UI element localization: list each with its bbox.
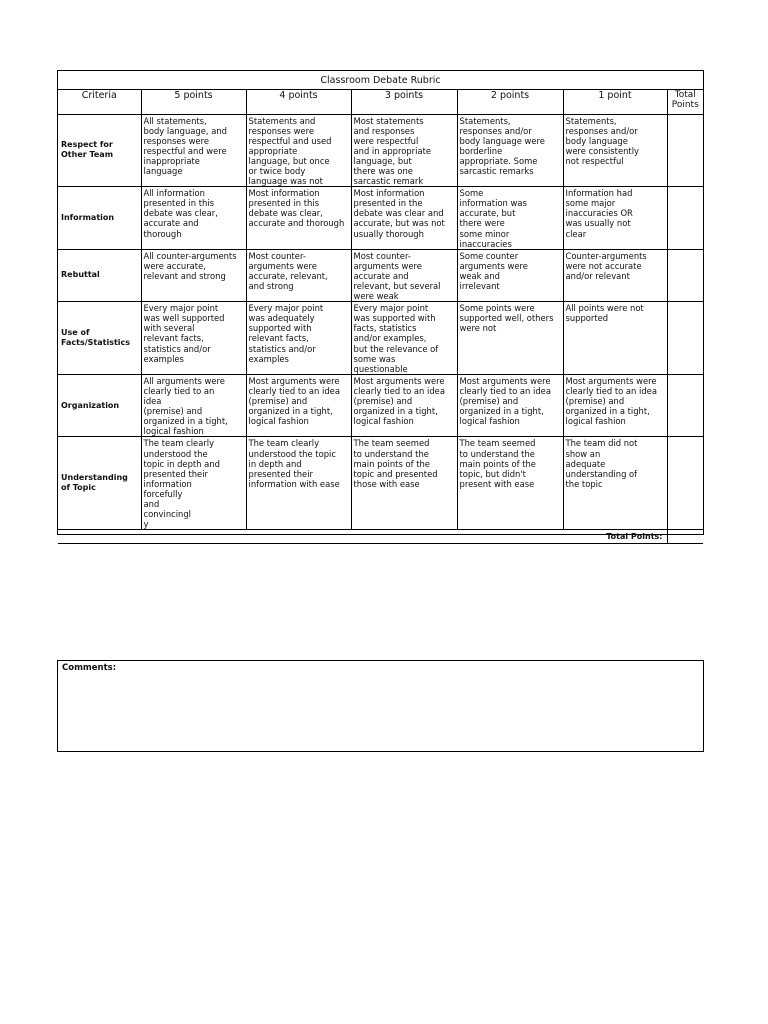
header-1-point: 1 point [563,90,667,114]
total-points-label: Total Points: [58,530,667,544]
score-4-cell: Most information presented in this debate was clear, accurate and thorough [246,187,351,250]
score-4-cell: Every major point was adequately supported with relevant facts, statistics and/or examples [246,302,351,375]
score-3-cell: Every major point was supported with facts, statistics and/or examples, but the relevance of some was questionable [351,302,457,375]
header-4-points: 4 points [246,90,351,114]
score-4-cell: Statements and responses were respectful and used appropriate language, but once or twice body language was not [246,114,351,187]
score-3-cell: Most information presented in the debate was clear and accurate, but was not usually thorough [351,187,457,250]
score-2-cell: Some points were supported well, others were not [457,302,563,375]
header-criteria: Criteria [58,90,141,114]
criteria-label: Respect for Other Team [58,114,141,187]
rubric-row-understanding [58,437,703,530]
score-1-cell: The team did not show an adequate understanding of the topic [563,437,667,530]
row-total-cell[interactable] [667,187,703,250]
score-2-cell: The team seemed to understand the main points of the topic, but didn't present with ease [457,437,563,530]
header-5-points: 5 points [141,90,246,114]
score-3-cell: The team seemed to understand the main points of the topic and presented those with ease [351,437,457,530]
score-4-cell: Most arguments were clearly tied to an idea (premise) and organized in a tight, logical fashion [246,374,351,437]
score-2-cell: Most arguments were clearly tied to an idea (premise) and organized in a tight, logical fashion [457,374,563,437]
score-3-cell: Most arguments were clearly tied to an idea (premise) and organized in a tight, logical fashion [351,374,457,437]
comments-label: Comments: [62,663,117,673]
total-points-row [58,530,703,544]
criteria-label: Understanding of Topic [58,437,141,530]
criteria-label: Rebuttal [58,249,141,301]
rubric-row-organization [58,374,703,437]
debate-rubric-table [57,70,704,542]
score-5-cell: All information presented in this debate was clear, accurate and thorough [141,187,246,250]
score-1-cell: All points were not supported [563,302,667,375]
score-3-cell: Most counter- arguments were accurate and relevant, but several were weak [351,249,457,301]
comments-box[interactable] [57,660,704,752]
score-1-cell: Statements, responses and/or body language were consistently not respectful [563,114,667,187]
score-4-cell: The team clearly understood the topic in depth and presented their information with ease [246,437,351,530]
row-total-cell[interactable] [667,114,703,187]
score-2-cell: Some information was accurate, but there were some minor inaccuracies [457,187,563,250]
criteria-label: Information [58,187,141,250]
rubric-grid [58,90,703,544]
score-3-cell: Most statements and responses were respectful and in appropriate language, but there was one sarcastic remark [351,114,457,187]
score-5-cell: All arguments were clearly tied to an idea (premise) and organized in a tight, logical fashion [141,374,246,437]
header-row [58,90,703,114]
rubric-row-facts-statistics [58,302,703,375]
score-4-cell: Most counter- arguments were accurate, relevant, and strong [246,249,351,301]
score-2-cell: Statements, responses and/or body language were borderline appropriate. Some sarcastic remarks [457,114,563,187]
row-total-cell[interactable] [667,374,703,437]
rubric-row-respect [58,114,703,187]
score-5-cell: All counter-arguments were accurate, relevant and strong [141,249,246,301]
rubric-row-rebuttal [58,249,703,301]
row-total-cell[interactable] [667,249,703,301]
criteria-label: Organization [58,374,141,437]
rubric-title: Classroom Debate Rubric [58,71,703,90]
score-5-cell: The team clearly understood the topic in depth and presented their information forcefully and convincingl y [141,437,246,530]
score-5-cell: All statements, body language, and responses were respectful and were inappropriate language [141,114,246,187]
score-1-cell: Most arguments were clearly tied to an idea (premise) and organized in a tight, logical fashion [563,374,667,437]
score-1-cell: Counter-arguments were not accurate and/or relevant [563,249,667,301]
header-3-points: 3 points [351,90,457,114]
row-total-cell[interactable] [667,302,703,375]
total-points-cell[interactable] [667,530,703,544]
header-2-points: 2 points [457,90,563,114]
score-5-cell: Every major point was well supported with several relevant facts, statistics and/or examples [141,302,246,375]
row-total-cell[interactable] [667,437,703,530]
rubric-row-information [58,187,703,250]
score-1-cell: Information had some major inaccuracies OR was usually not clear [563,187,667,250]
criteria-label: Use of Facts/Statistics [58,302,141,375]
header-total-points: Total Points [667,90,703,114]
score-2-cell: Some counter arguments were weak and irrelevant [457,249,563,301]
